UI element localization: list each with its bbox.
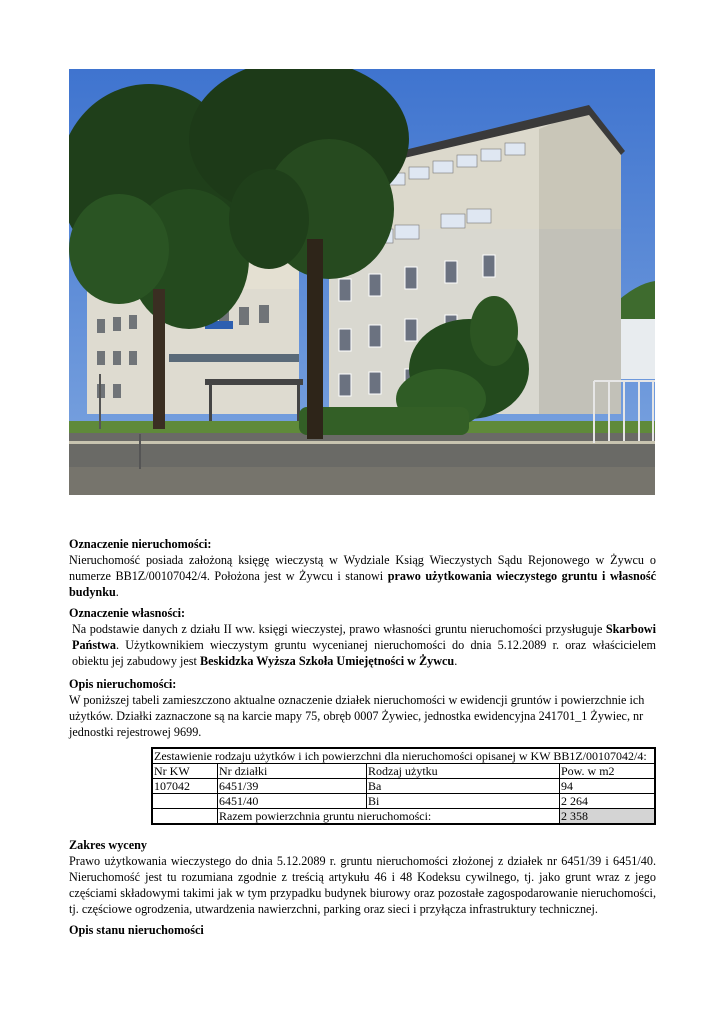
paragraph [69,552,656,600]
land-use-table [151,747,656,825]
section-heading: Zakres wyceny [69,838,147,852]
table-cell [152,809,218,825]
column-header: Pow. w m2 [560,764,656,779]
table-cell: Ba [367,779,560,794]
section-heading: Opis nieruchomości: [69,677,177,691]
paragraph: Prawo użytkowania wieczystego do dnia 5.12.2089 r. gruntu nieruchomości złożonej z działek nr 6451/39 i 6451/40. Nieruchomość jest tu rozumiana zgodnie z treścią artykułu 46 i 48 Kodeksu cywilnego, tj. jako grunt wraz z jego częściami składowymi takimi jak w tym przypadku budynek biurowy oraz pozostałe zagospodarowanie nieruchomości, tj. częściowe ogrodzenia, utwardzenia nawierzchni, parking oraz sieci i przyłącza infrastruktury technicznej. [69,854,656,916]
section-heading: Oznaczenie nieruchomości: [69,537,212,551]
table-cell: 94 [560,779,656,794]
section-heading: Oznaczenie własności: [69,606,186,620]
total-value: 2 358 [560,809,656,825]
table-caption-row [152,748,655,764]
building-photo-icon [69,69,655,495]
bold-text: prawo użytkowania wieczystego gruntu i własność budynku [69,569,656,599]
table-header-row [152,764,655,779]
column-header: Rodzaj użytku [367,764,560,779]
bold-text: Beskidzka Wyższa Szkoła Umiejętności w Żywcu [199,654,455,668]
text-run: . [454,654,458,668]
table-caption: Zestawienie rodzaju użytków i ich powierzchni dla nieruchomości opisanej w KW BB1Z/00107042/4: [152,748,655,764]
table-row [152,779,655,794]
paragraph: W poniższej tabeli zamieszczono aktualne oznaczenie działek nieruchomości w ewidencji gruntów i powierzchnie ich użytków. Działki zaznaczone są na karcie mapy 75, obręb 0007 Żywiec, jednostka ewidencyjna 241701_1 Żywiec, nr jednostki rejestrowej 9699. [69,693,645,739]
text-run: . Użytkownikiem wieczystym gruntu wycenianej nieruchomości do dnia 5.12.2089 r. oraz właścicielem obiektu jej zabudowy jest [72,638,656,668]
section-property-condition [69,922,656,938]
table-cell: 6451/40 [218,794,367,809]
text-run: Nieruchomość posiada założoną księgę wieczystą w Wydziale Ksiąg Wieczystych Sądu Rejonowego w Żywcu o numerze BB1Z/00107042/4. Położona jest w Żywcu i stanowi [69,553,656,583]
text-run: . [115,585,119,599]
table-total-row [152,809,655,825]
table-cell: 107042 [152,779,218,794]
section-property-designation [69,536,656,600]
column-header: Nr KW [152,764,218,779]
paragraph [69,621,656,669]
total-label: Razem powierzchnia gruntu nieruchomości: [218,809,560,825]
table-cell: 2 264 [560,794,656,809]
section-property-description [69,676,656,740]
bold-text: Skarbowi Państwa [72,622,656,652]
table-cell: Bi [367,794,560,809]
table-cell: 6451/39 [218,779,367,794]
section-heading: Opis stanu nieruchomości [69,923,204,937]
table-row [152,794,655,809]
column-header: Nr działki [218,764,367,779]
table-cell [152,794,218,809]
text-run: Na podstawie danych z działu II ww. księgi wieczystej, prawo własności gruntu nieruchomości przysługuje [72,622,606,636]
section-ownership [69,605,656,669]
building-photo [69,69,655,495]
section-valuation-scope [69,837,656,917]
